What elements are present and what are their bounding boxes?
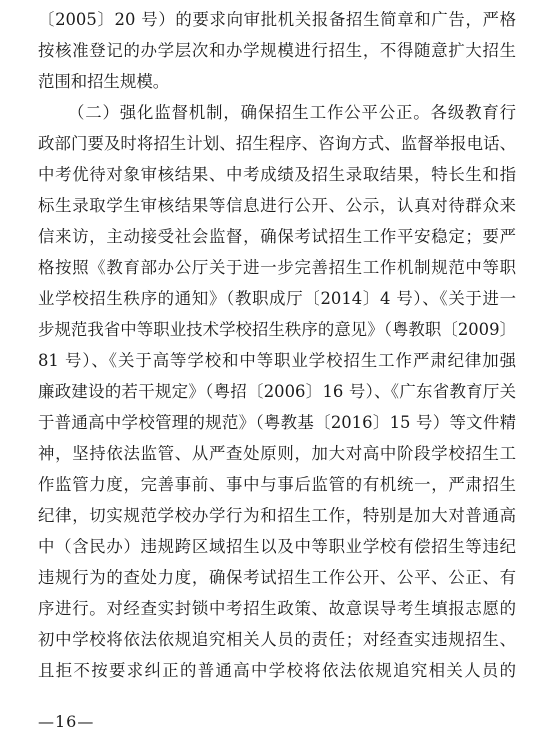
text-line: 于普通高中学校管理的规范》（粤教基〔2016〕15 号）等文件精 [38, 413, 516, 432]
text-line: 政部门要及时将招生计划、招生程序、咨询方式、监督举报电话、 [38, 134, 516, 153]
text-line: 违规行为的查处力度，确保考试招生工作公开、公平、公正、有 [38, 568, 516, 587]
text-line: 范围和招生规模。 [38, 72, 170, 91]
body-text [38, 4, 516, 686]
text-line: 步规范我省中等职业技术学校招生秩序的意见》（粤教职〔2009〕 [38, 320, 516, 339]
text-line: 中考优待对象审核结果、中考成绩及招生录取结果，特长生和指 [38, 165, 516, 184]
text-line: 神，坚持依法监管、从严查处原则，加大对高中阶段学校招生工 [38, 444, 516, 463]
text-line: 作监管力度，完善事前、事中与事后监管的有机统一，严肃招生 [38, 475, 516, 494]
text-line: 纪律，切实规范学校办学行为和招生工作，特别是加大对普通高 [38, 506, 516, 525]
text-line: 且拒不按要求纠正的普通高中学校将依法依规追究相关人员的 [38, 661, 516, 680]
text-line: 格按照《教育部办公厅关于进一步完善招生工作机制规范中等职 [38, 258, 516, 277]
section-heading-line: （二）强化监督机制，确保招生工作公平公正。各级教育行 [68, 103, 516, 122]
text-line: 中（含民办）违规跨区域招生以及中等职业学校有偿招生等违纪 [38, 537, 516, 556]
text-line: 初中学校将依法依规追究相关人员的责任；对经查实违规招生、 [38, 630, 516, 649]
text-line: 81 号）、《关于高等学校和中等职业学校招生工作严肃纪律加强 [38, 351, 516, 370]
text-line: 业学校招生秩序的通知》（教职成厅〔2014〕4 号）、《关于进一 [38, 289, 516, 308]
text-line: 〔2005〕20 号）的要求向审批机关报备招生简章和广告，严格 [38, 10, 516, 29]
text-line: 廉政建设的若干规定》（粤招〔2006〕16 号）、《广东省教育厅关 [38, 382, 516, 401]
text-line: 标生录取学生审核结果等信息进行公开、公示，认真对待群众来 [38, 196, 516, 215]
text-line: 按核准登记的办学层次和办学规模进行招生，不得随意扩大招生 [38, 41, 516, 60]
text-line: 序进行。对经查实封锁中考招生政策、故意误导考生填报志愿的 [38, 599, 516, 618]
page-number: —16— [38, 712, 95, 731]
text-line: 信来访，主动接受社会监督，确保考试招生工作平安稳定；要严 [38, 227, 516, 246]
